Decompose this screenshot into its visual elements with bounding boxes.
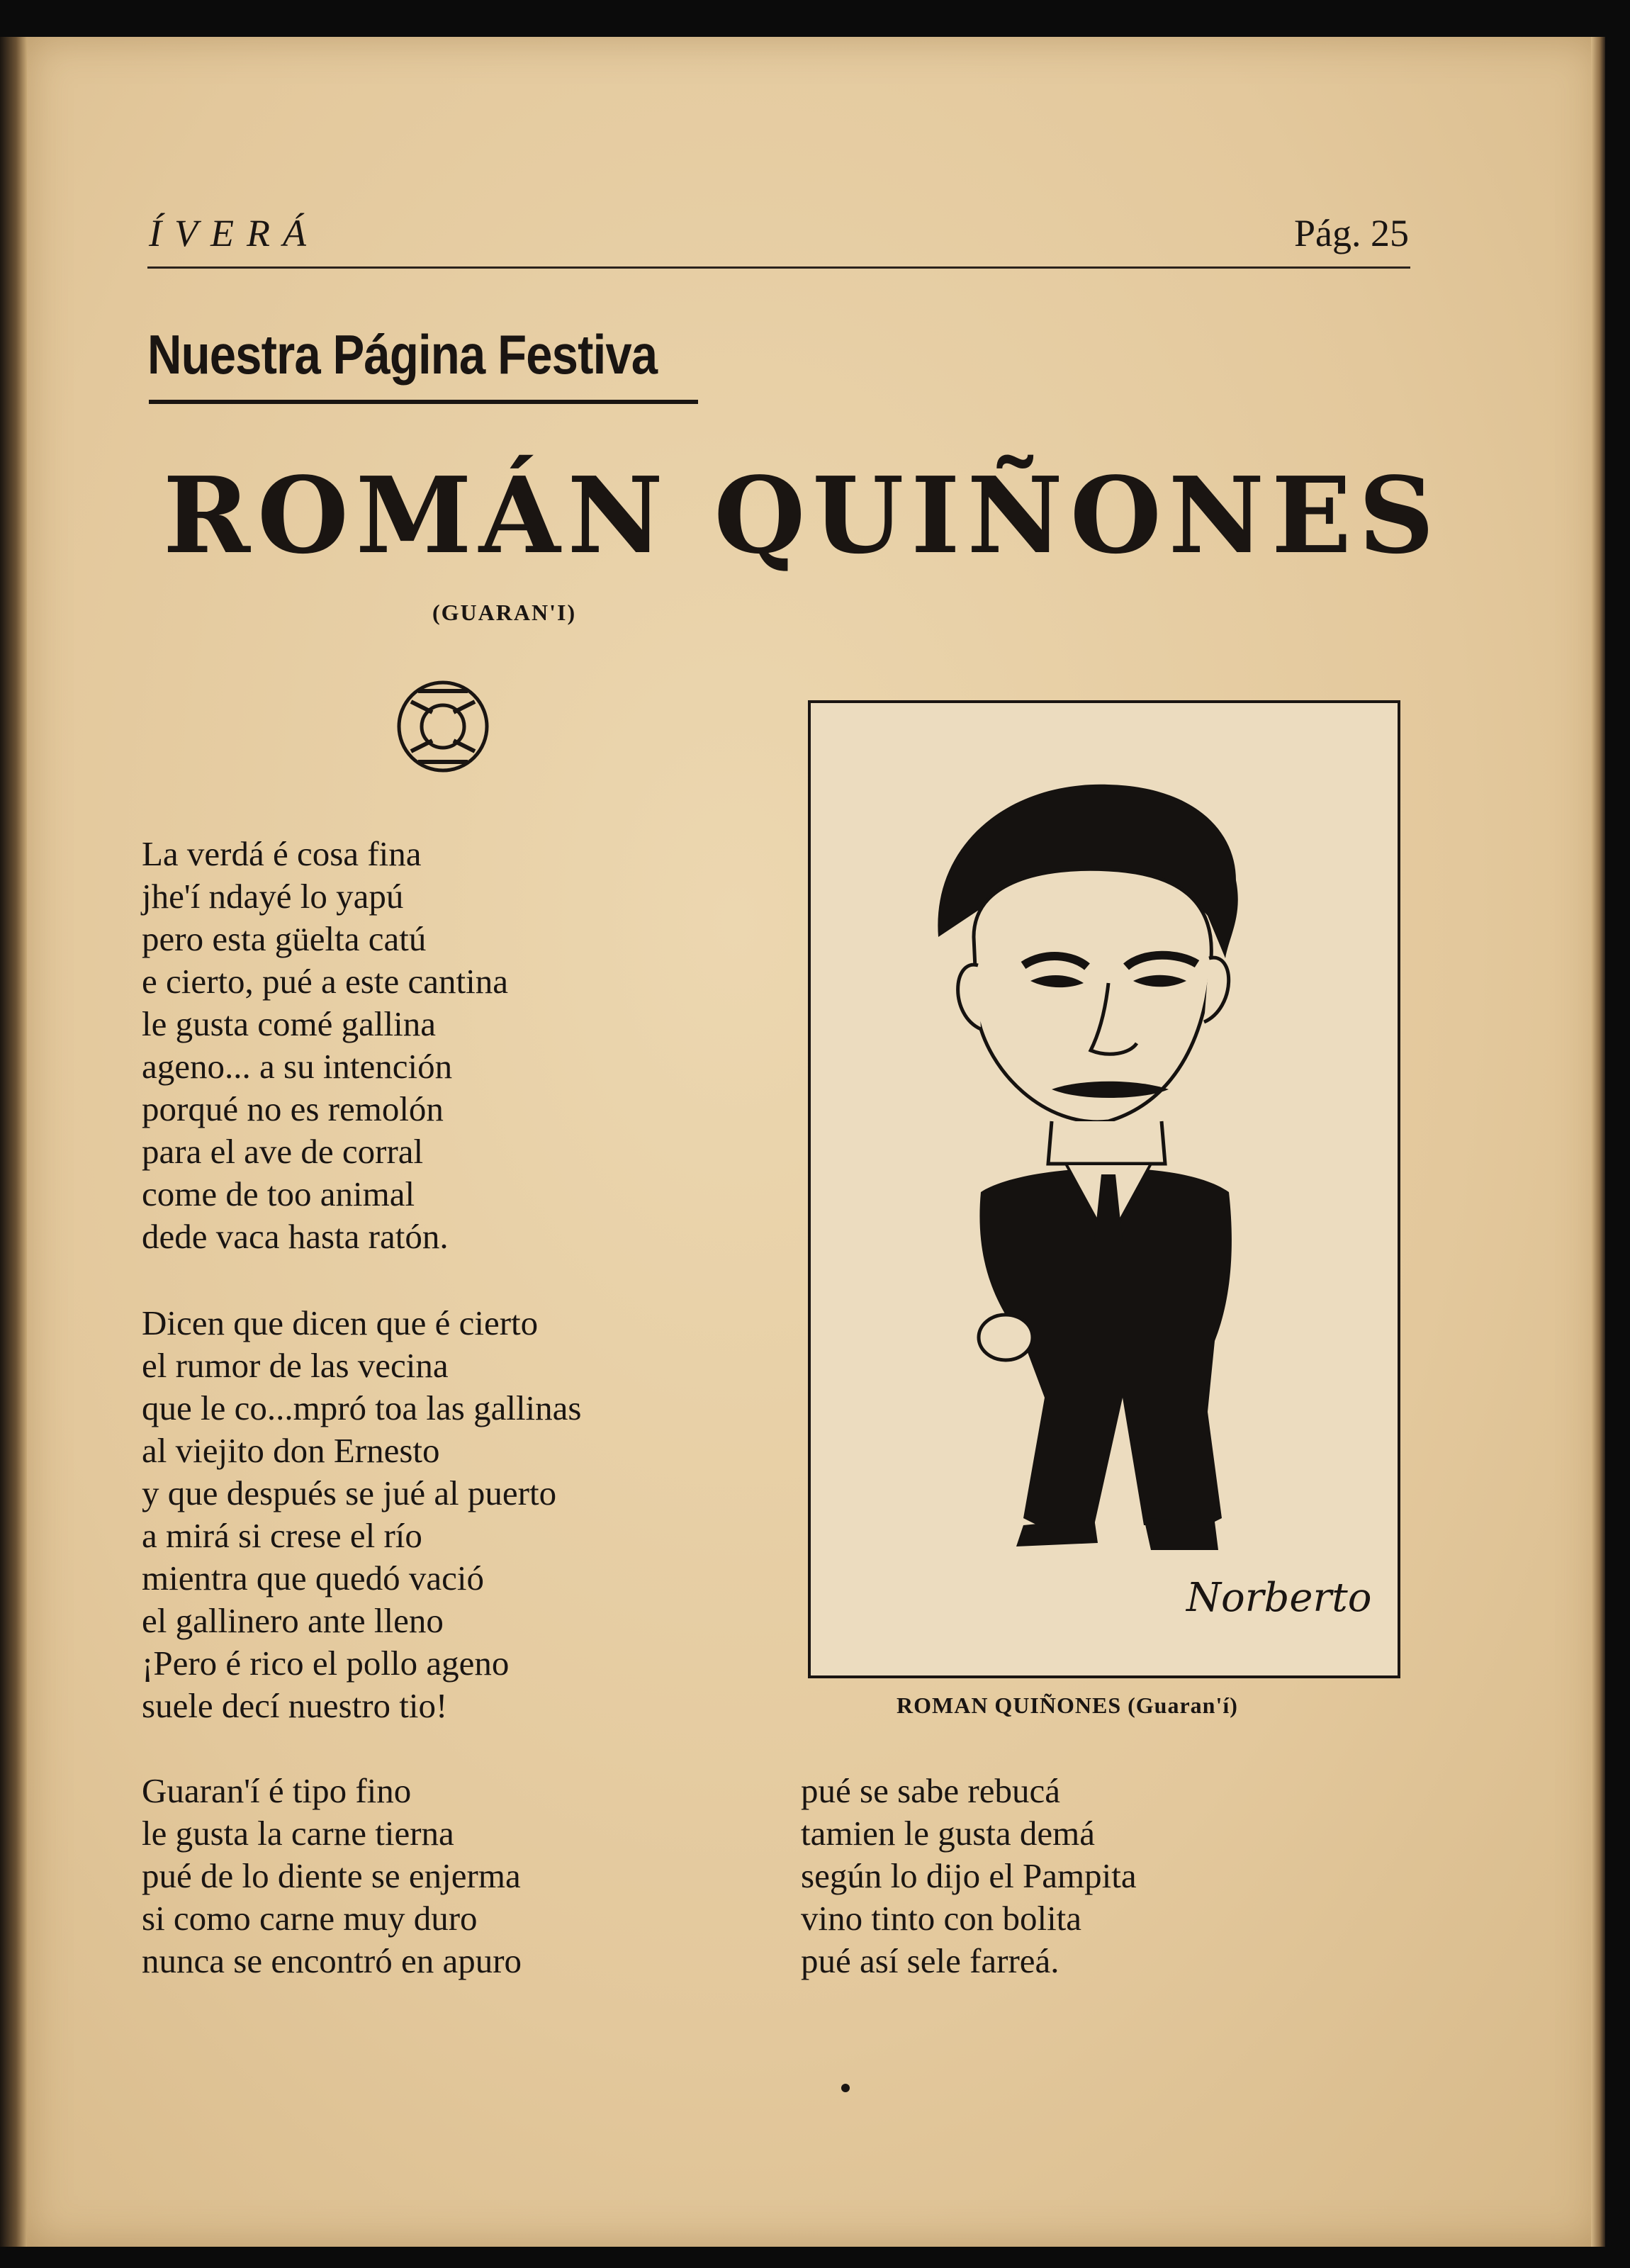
ornament-icon bbox=[390, 673, 496, 780]
ink-dot bbox=[841, 2084, 850, 2092]
article-subtitle: (GUARAN'I) bbox=[432, 600, 577, 625]
poem-stanza-3: Guaran'í é tipo fino le gusta la carne tierna pué de lo diente se enjerma si como carne muy duro nunca se encontró en apuro bbox=[142, 1771, 522, 1980]
caricature-frame bbox=[808, 700, 1400, 1678]
page-number: Pág. 25 bbox=[1294, 212, 1409, 254]
page-edge bbox=[1591, 37, 1605, 2247]
illustration-caption: ROMAN QUIÑONES (Guaran'í) bbox=[896, 1692, 1238, 1718]
caricature-illustration bbox=[811, 703, 1398, 1675]
section-title-underline bbox=[149, 400, 698, 404]
artist-signature: Norberto bbox=[1186, 1575, 1372, 1621]
poem-stanza-4: pué se sabe rebucá tamien le gusta demá según lo dijo el Pampita vino tinto con bolita pué así sele farreá. bbox=[801, 1771, 1137, 1980]
header-rule bbox=[147, 266, 1410, 269]
section-title: Nuestra Página Festiva bbox=[147, 323, 658, 386]
running-head: ÍVERÁ bbox=[149, 212, 319, 254]
book-spine bbox=[0, 37, 27, 2247]
article-title: ROMÁN QUIÑONES bbox=[163, 454, 1441, 577]
poem-stanza-1: La verdá é cosa fina jhe'í ndayé lo yapú pero esta güelta catú e cierto, pué a este cantina le gusta comé gallina ageno... a su intención porqué no es remolón para el ave de corral come de too animal dede vaca hasta ratón. bbox=[142, 834, 508, 1256]
poem-stanza-2: Dicen que dicen que é cierto el rumor de las vecina que le co...mpró toa las gallinas al viejito don Ernesto y que después se jué al puerto a mirá si crese el río mientra que quedó vació el gallinero ante lleno ¡Pero é rico el pollo ageno suele decí nuestro tio! bbox=[142, 1303, 582, 1725]
